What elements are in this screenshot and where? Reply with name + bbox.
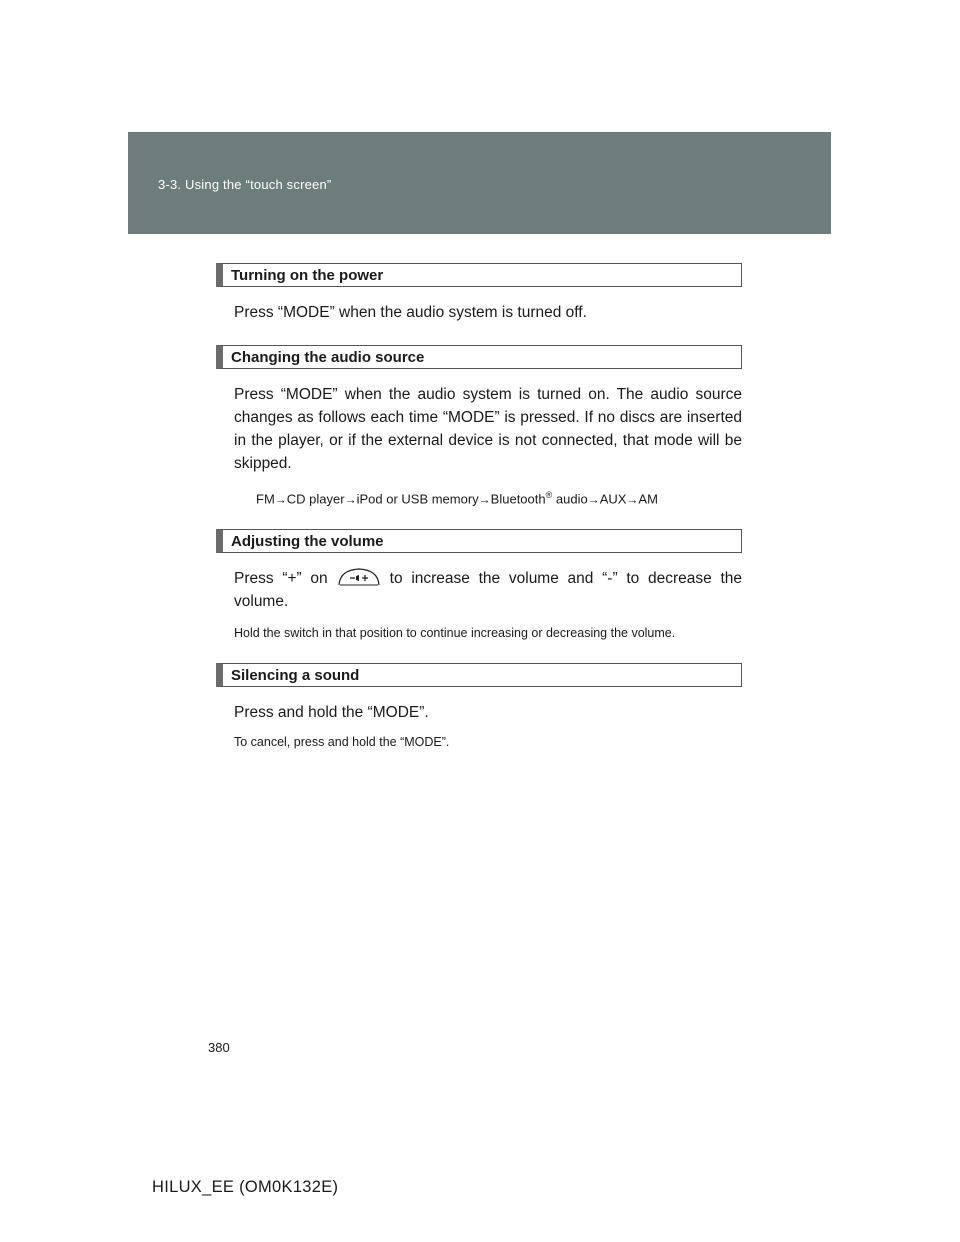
page-number: 380 [208,1040,230,1055]
header-band [128,132,831,234]
heading-turning-on-power: Turning on the power [216,263,742,287]
note-adjusting-volume: Hold the switch in that position to continue increasing or decreasing the volume. [234,626,676,641]
flow-item: FM [256,491,275,507]
page-content [216,263,742,752]
heading-adjusting-volume: Adjusting the volume [216,529,742,553]
heading-changing-audio-source: Changing the audio source [216,345,742,369]
volume-text-prefix: Press “+” on [234,570,328,588]
body-adjusting-volume [216,567,742,613]
body-changing-audio-source: Press “MODE” when the audio system is turned on. The audio source changes as follows each time “MODE” is pressed. If no discs are inserted in the player, or if the external device is not connected, that mode will be skipped. [234,386,742,472]
flow-item: Bluetooth [490,491,546,507]
flow-arrow: → [478,492,491,507]
flow-arrow: → [587,492,600,507]
flow-item: iPod or USB memory [356,491,479,507]
volume-switch-icon [336,567,382,587]
flow-arrow: → [274,492,287,507]
flow-item: AUX [599,491,627,507]
note-silencing-sound: To cancel, press and hold the “MODE”. [234,735,450,750]
body-silencing-sound: Press and hold the “MODE”. [234,704,429,722]
body-turning-on-power: Press “MODE” when the audio system is turned off. [234,304,587,321]
registered-mark: ® [545,490,553,500]
flow-item: AM [638,491,658,507]
flow-item: CD player [286,491,345,507]
flow-item: audio [555,491,588,507]
document-id: HILUX_EE (OM0K132E) [152,1178,339,1196]
volume-text-suffix: to increase the volume and “-” to decrease the volume. [234,570,742,611]
flow-arrow: → [626,492,639,507]
flow-arrow: → [344,492,357,507]
section-title: 3-3. Using the “touch screen” [158,177,332,192]
audio-source-flow [216,486,742,509]
heading-silencing-sound: Silencing a sound [216,663,742,687]
